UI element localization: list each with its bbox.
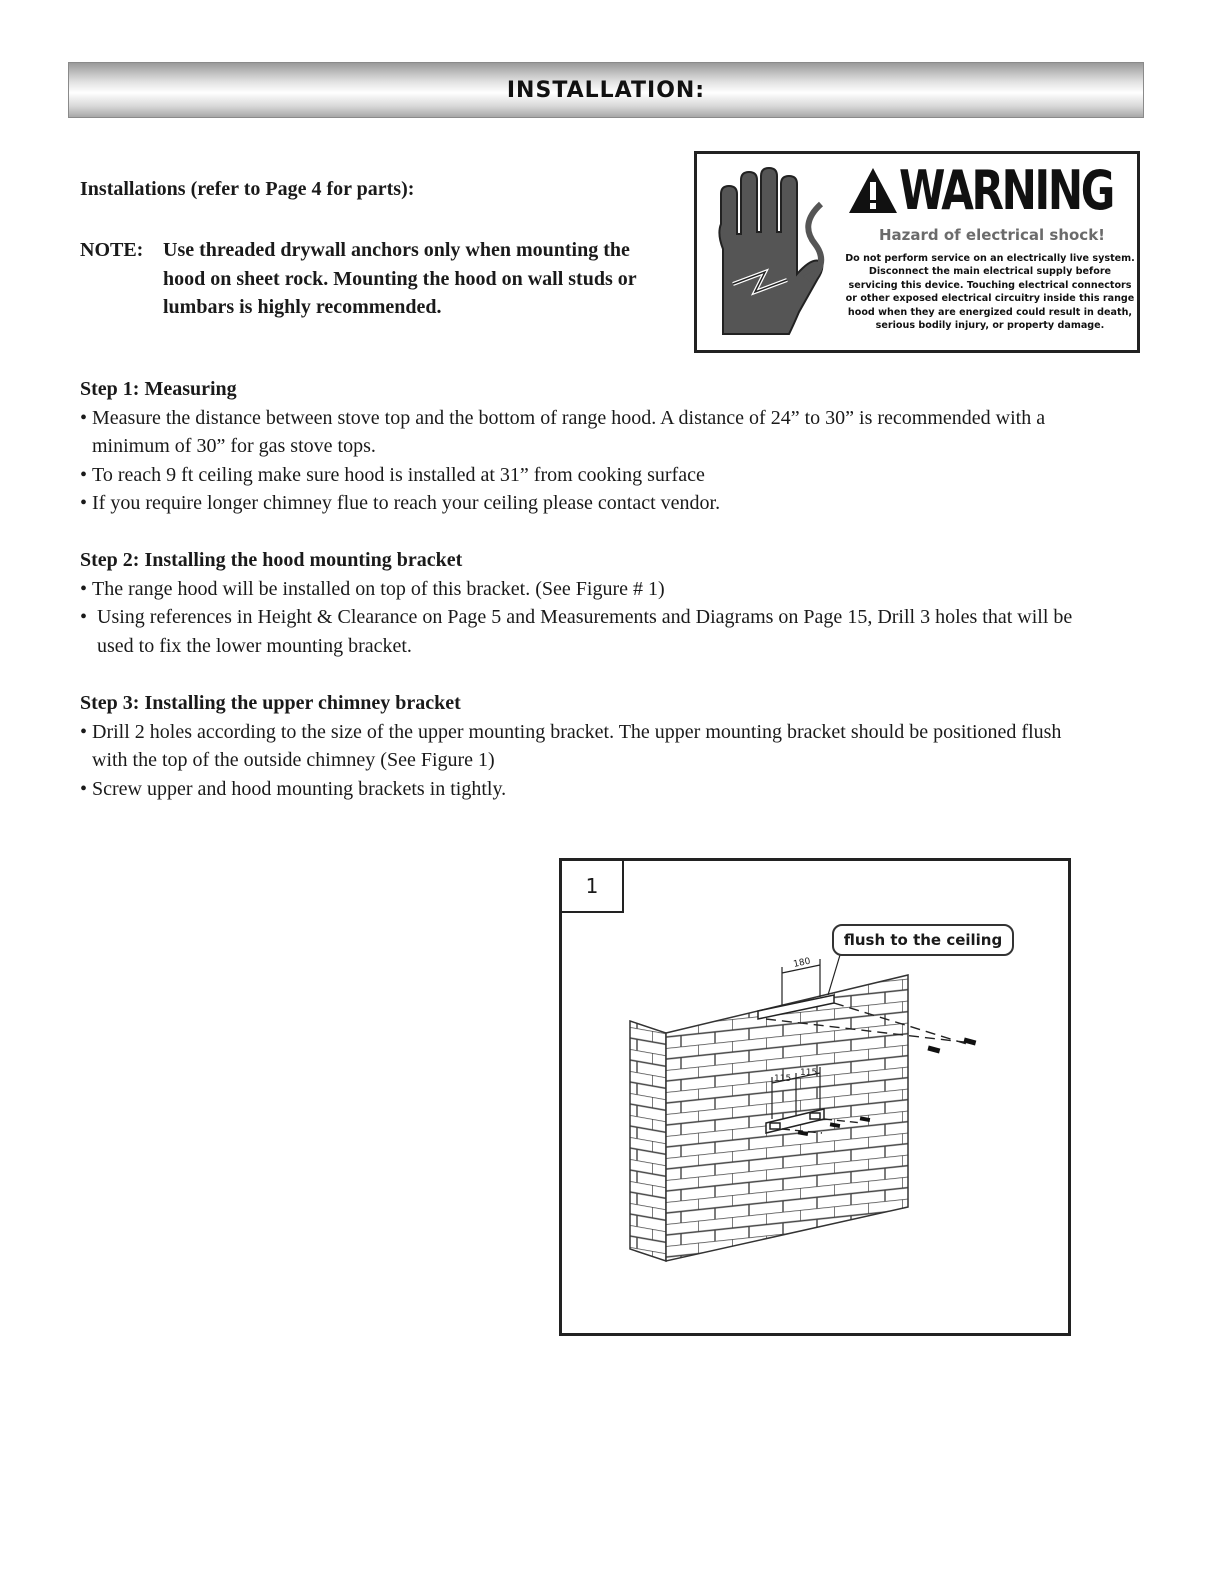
intro-title: Installations (refer to Page 4 for parts): [80,178,415,200]
step-3-bullet-2: • Screw upper and hood mounting brackets in tightly. [80,775,1080,804]
warning-label [694,151,1140,353]
step-1 [80,375,1080,518]
screws-upper [927,1038,976,1054]
flush-to-ceiling-callout: flush to the ceiling [832,924,1014,956]
section-header [68,62,1144,118]
figure-number: 1 [562,861,624,913]
step-1-bullet-3: • If you require longer chimney flue to reach your ceiling please contact vendor. [80,489,1080,518]
section-title: INSTALLATION: [506,77,706,103]
step-3 [80,689,1080,803]
note-text: Use threaded drywall anchors only when mounting the hood on sheet rock. Mounting the hood on wall studs or lumbars is highly recommended. [163,239,637,318]
step-3-bullet-1: • Drill 2 holes according to the size of the upper mounting bracket. The upper mounting bracket should be positioned flush with the top of the outside chimney (See Figure 1) [80,718,1080,775]
dim-lower-left: 115 [774,1074,792,1084]
step-2-bullet-1: • The range hood will be installed on top of this bracket. (See Figure # 1) [80,575,1080,604]
note-label: NOTE: [80,239,144,261]
step-2 [80,546,1080,660]
dim-upper: 180 [792,956,812,970]
warning-triangle-icon [847,165,899,217]
warning-title: WARNING [899,159,1113,222]
warning-subtitle: Hazard of electrical shock! [878,226,1106,244]
intro [80,178,680,201]
step-2-title: Step 2: Installing the hood mounting bracket [80,549,463,571]
warning-heading [847,160,1137,222]
step-1-title: Step 1: Measuring [80,378,237,400]
step-3-title: Step 3: Installing the upper chimney bracket [80,692,461,714]
hand-shock-icon [703,164,837,344]
dim-lower-right: 115 [800,1068,818,1078]
note [80,236,640,322]
figure-1 [559,858,1071,1336]
step-2-bullet-2: • Using references in Height & Clearance on Page 5 and Measurements and Diagrams on Page 15, Drill 3 holes that will be used to fix the lower mounting bracket. [80,603,1080,660]
warning-body: Do not perform service on an electrically live system. Disconnect the main electrical supply before servicing this device. Touching electrical connectors or other exposed electrical circuitry inside this range hood when they are energized could result in death, serious bodily injury, or property damage. [845,253,1135,332]
step-1-bullet-2: • To reach 9 ft ceiling make sure hood is installed at 31” from cooking surface [80,461,1080,490]
step-1-bullet-1: • Measure the distance between stove top and the bottom of range hood. A distance of 24” to 30” is recommended with a minimum of 30” for gas stove tops. [80,404,1080,461]
